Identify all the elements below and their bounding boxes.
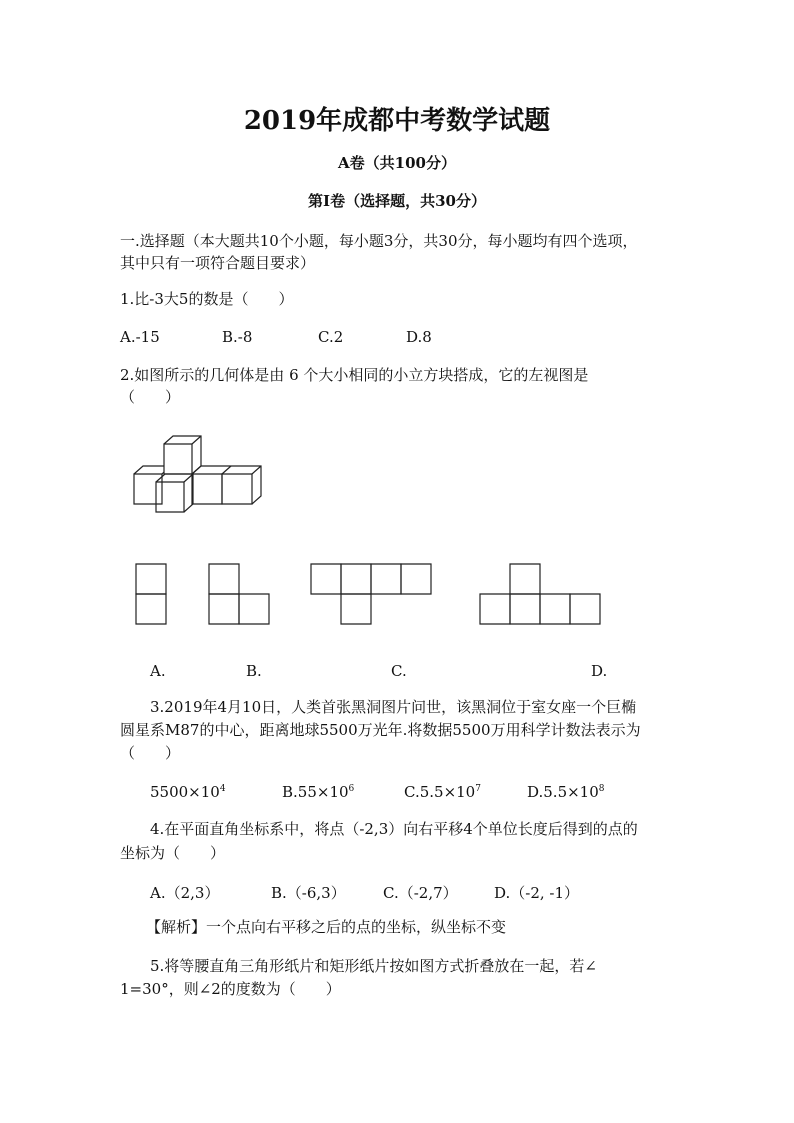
q5-line1: 5.将等腰直角三角形纸片和矩形纸片按如图方式折叠放在一起，若∠ <box>150 957 597 975</box>
q3-line1: 3.2019年4月10日，人类首张黑洞图片问世，该黑洞位于室女座一个巨椭 <box>150 698 637 716</box>
q2-line2: （ ） <box>120 388 181 406</box>
section1-line1: 一.选择题（本大题共10个小题，每小题3分，共30分，每小题均有四个选项， <box>120 232 638 250</box>
q3-option-b: $B.55\times 10^6$ <box>282 783 355 801</box>
q4-option-c: C.（-2,7） <box>383 884 458 902</box>
q2-line1: 2.如图所示的几何体是由 6 个大小相同的小立方块搭成，它的左视图是 <box>120 366 589 384</box>
q1-option-c: C.2 <box>318 328 344 346</box>
analysis-tag: 【解析】 <box>146 918 207 936</box>
q3-option-d: $D.5.5\times 10^8$ <box>527 783 605 801</box>
q4-option-a: A.（2,3） <box>150 884 220 902</box>
q3-line2: 圆星系M87的中心，距离地球5500万光年.将数据5500万用科学计数法表示为 <box>120 721 641 739</box>
q4-analysis <box>146 914 506 940</box>
analysis-text: 一个点向右平移之后的点的坐标，纵坐标不变 <box>206 918 507 936</box>
page-title: 2019年成都中考数学试题 <box>243 106 551 136</box>
q1-option-d: D.8 <box>406 328 432 346</box>
q2-solid-figure <box>128 432 268 517</box>
q3-line3: （ ） <box>120 744 181 762</box>
q2-option-b-label: B. <box>246 662 262 680</box>
q4-option-b: B.（-6,3） <box>271 884 346 902</box>
q2-option-a-label: A. <box>150 662 166 680</box>
q4-option-d: D.（-2, -1） <box>494 884 580 902</box>
q2-option-d-view <box>479 563 601 625</box>
paper-section: A卷（共100分） <box>338 154 456 172</box>
q3-option-a: $5500\times 10^4$ <box>150 783 226 801</box>
q2-option-a-view <box>135 563 167 625</box>
q2-option-d-label: D. <box>591 662 608 680</box>
section1-line2: 其中只有一项符合题目要求） <box>120 254 316 272</box>
q1-option-b: B.-8 <box>222 328 253 346</box>
q4-line2: 坐标为（ ） <box>120 844 226 862</box>
q1-option-a: A.-15 <box>120 328 160 346</box>
q2-option-c-view <box>310 563 432 625</box>
q2-option-c-label: C. <box>391 662 407 680</box>
q5-line2: 1=30°，则∠2的度数为（ ） <box>120 980 341 998</box>
q2-option-b-view <box>208 563 270 625</box>
q3-option-c: $C.5.5\times 10^7$ <box>404 783 481 801</box>
q1-stem: 1.比-3大5的数是（ ） <box>120 290 294 308</box>
part-heading: 第I卷（选择题，共30分） <box>308 192 486 210</box>
q4-line1: 4.在平面直角坐标系中，将点（-2,3）向右平移4个单位长度后得到的点的 <box>150 820 638 838</box>
